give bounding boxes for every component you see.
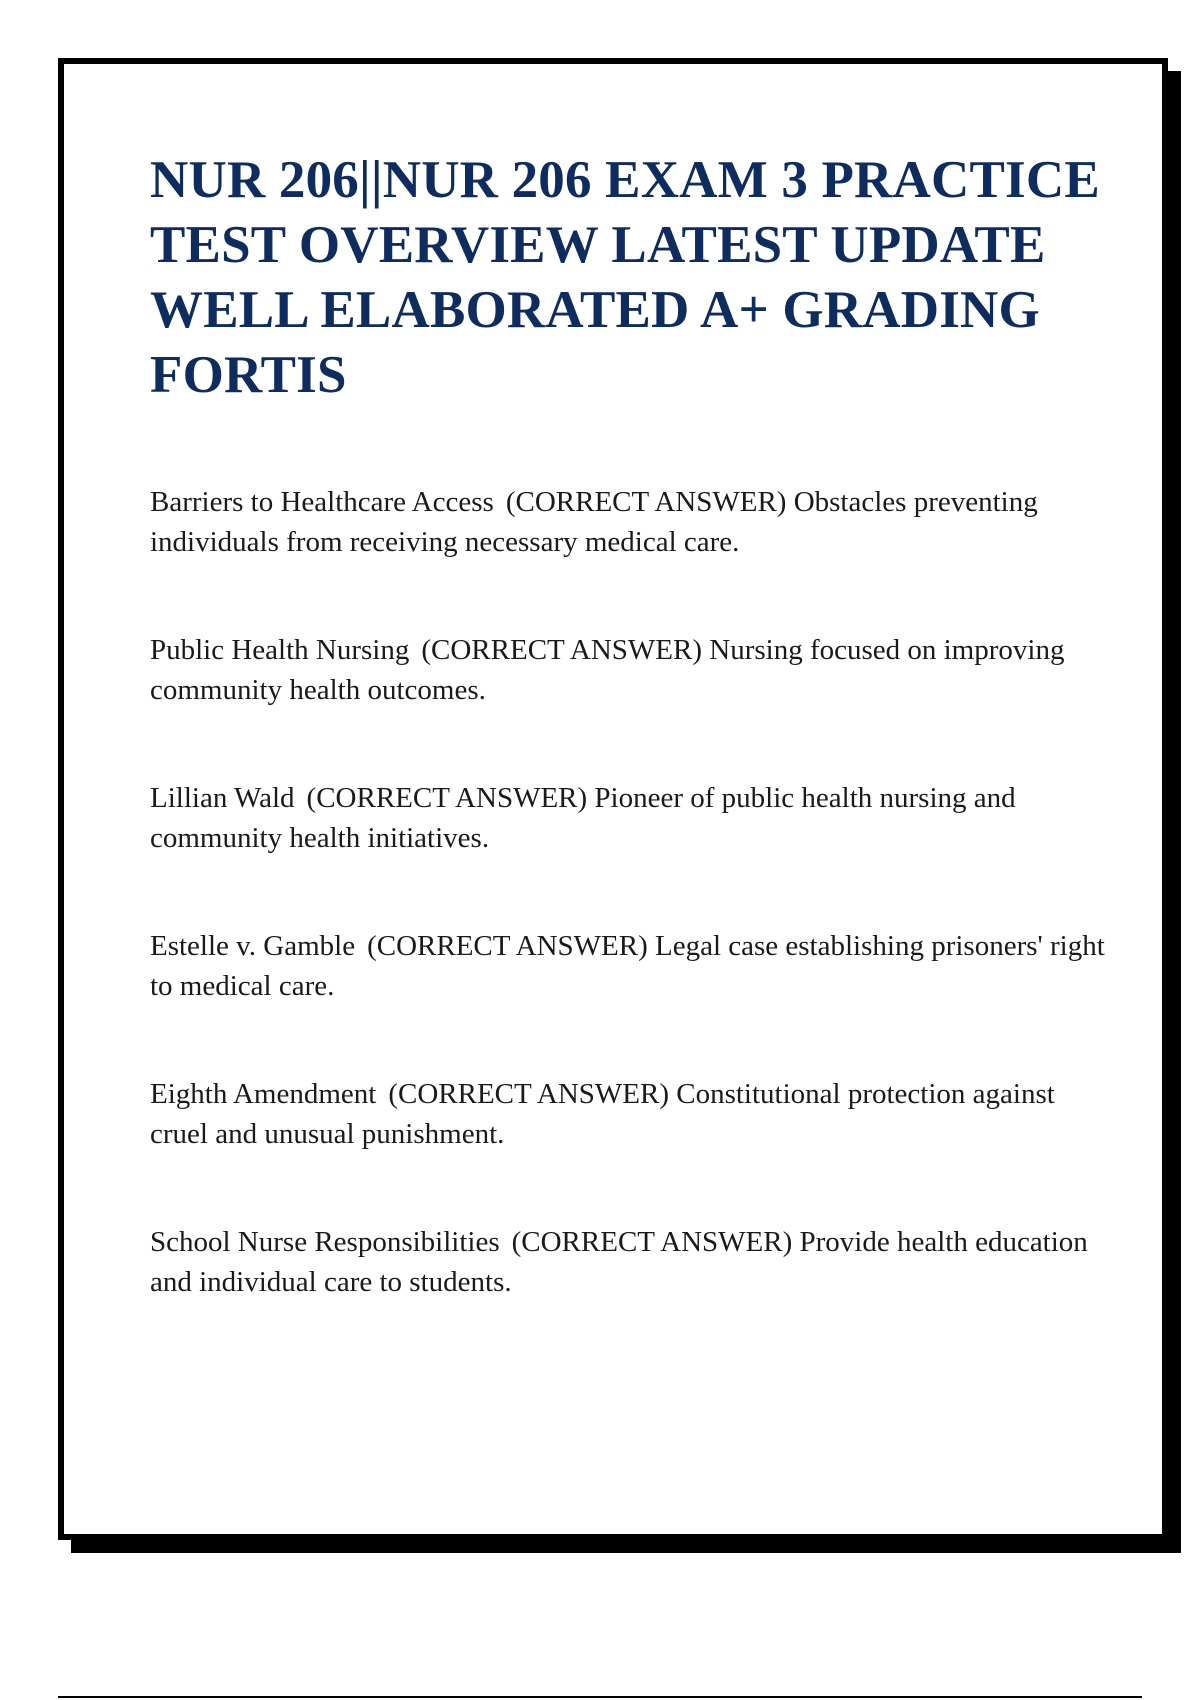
entry-term: Estelle v. Gamble <box>150 930 356 962</box>
entry-term: Eighth Amendment <box>150 1078 377 1110</box>
correct-answer-marker: (CORRECT ANSWER) <box>511 1226 793 1258</box>
entry-term: School Nurse Responsibilities <box>150 1226 500 1258</box>
entry-definition: Provide health education and individual care to students. <box>150 1226 1088 1298</box>
page-frame <box>58 58 1168 1540</box>
entry-definition: Legal case establishing prisoners' right to medical care. <box>150 930 1105 1002</box>
correct-answer-marker: (CORRECT ANSWER) <box>388 1078 669 1110</box>
qa-entry <box>150 1074 1110 1154</box>
entry-definition: Constitutional protection against cruel and unusual punishment. <box>150 1078 1055 1150</box>
entry-term: Barriers to Healthcare Access <box>150 486 494 518</box>
qa-entries-list <box>150 482 1110 1370</box>
qa-entry <box>150 926 1110 1006</box>
qa-entry <box>150 482 1110 562</box>
qa-entry <box>150 778 1110 858</box>
entry-definition: Nursing focused on improving community health outcomes. <box>150 634 1065 706</box>
entry-definition: Obstacles preventing individuals from receiving necessary medical care. <box>150 486 1038 558</box>
entry-term: Lillian Wald <box>150 782 295 814</box>
document-title: NUR 206||NUR 206 EXAM 3 PRACTICE TEST OVERVIEW LATEST UPDATE WELL ELABORATED A+ GRADING FORTIS <box>150 151 1100 404</box>
correct-answer-marker: (CORRECT ANSWER) <box>306 782 588 814</box>
footer-divider <box>58 1696 1142 1698</box>
qa-entry <box>150 1222 1110 1302</box>
correct-answer-marker: (CORRECT ANSWER) <box>367 930 648 962</box>
entry-term: Public Health Nursing <box>150 634 410 666</box>
entry-definition: Pioneer of public health nursing and community health initiatives. <box>150 782 1016 854</box>
qa-entry <box>150 630 1110 710</box>
correct-answer-marker: (CORRECT ANSWER) <box>421 634 702 666</box>
correct-answer-marker: (CORRECT ANSWER) <box>505 486 787 518</box>
